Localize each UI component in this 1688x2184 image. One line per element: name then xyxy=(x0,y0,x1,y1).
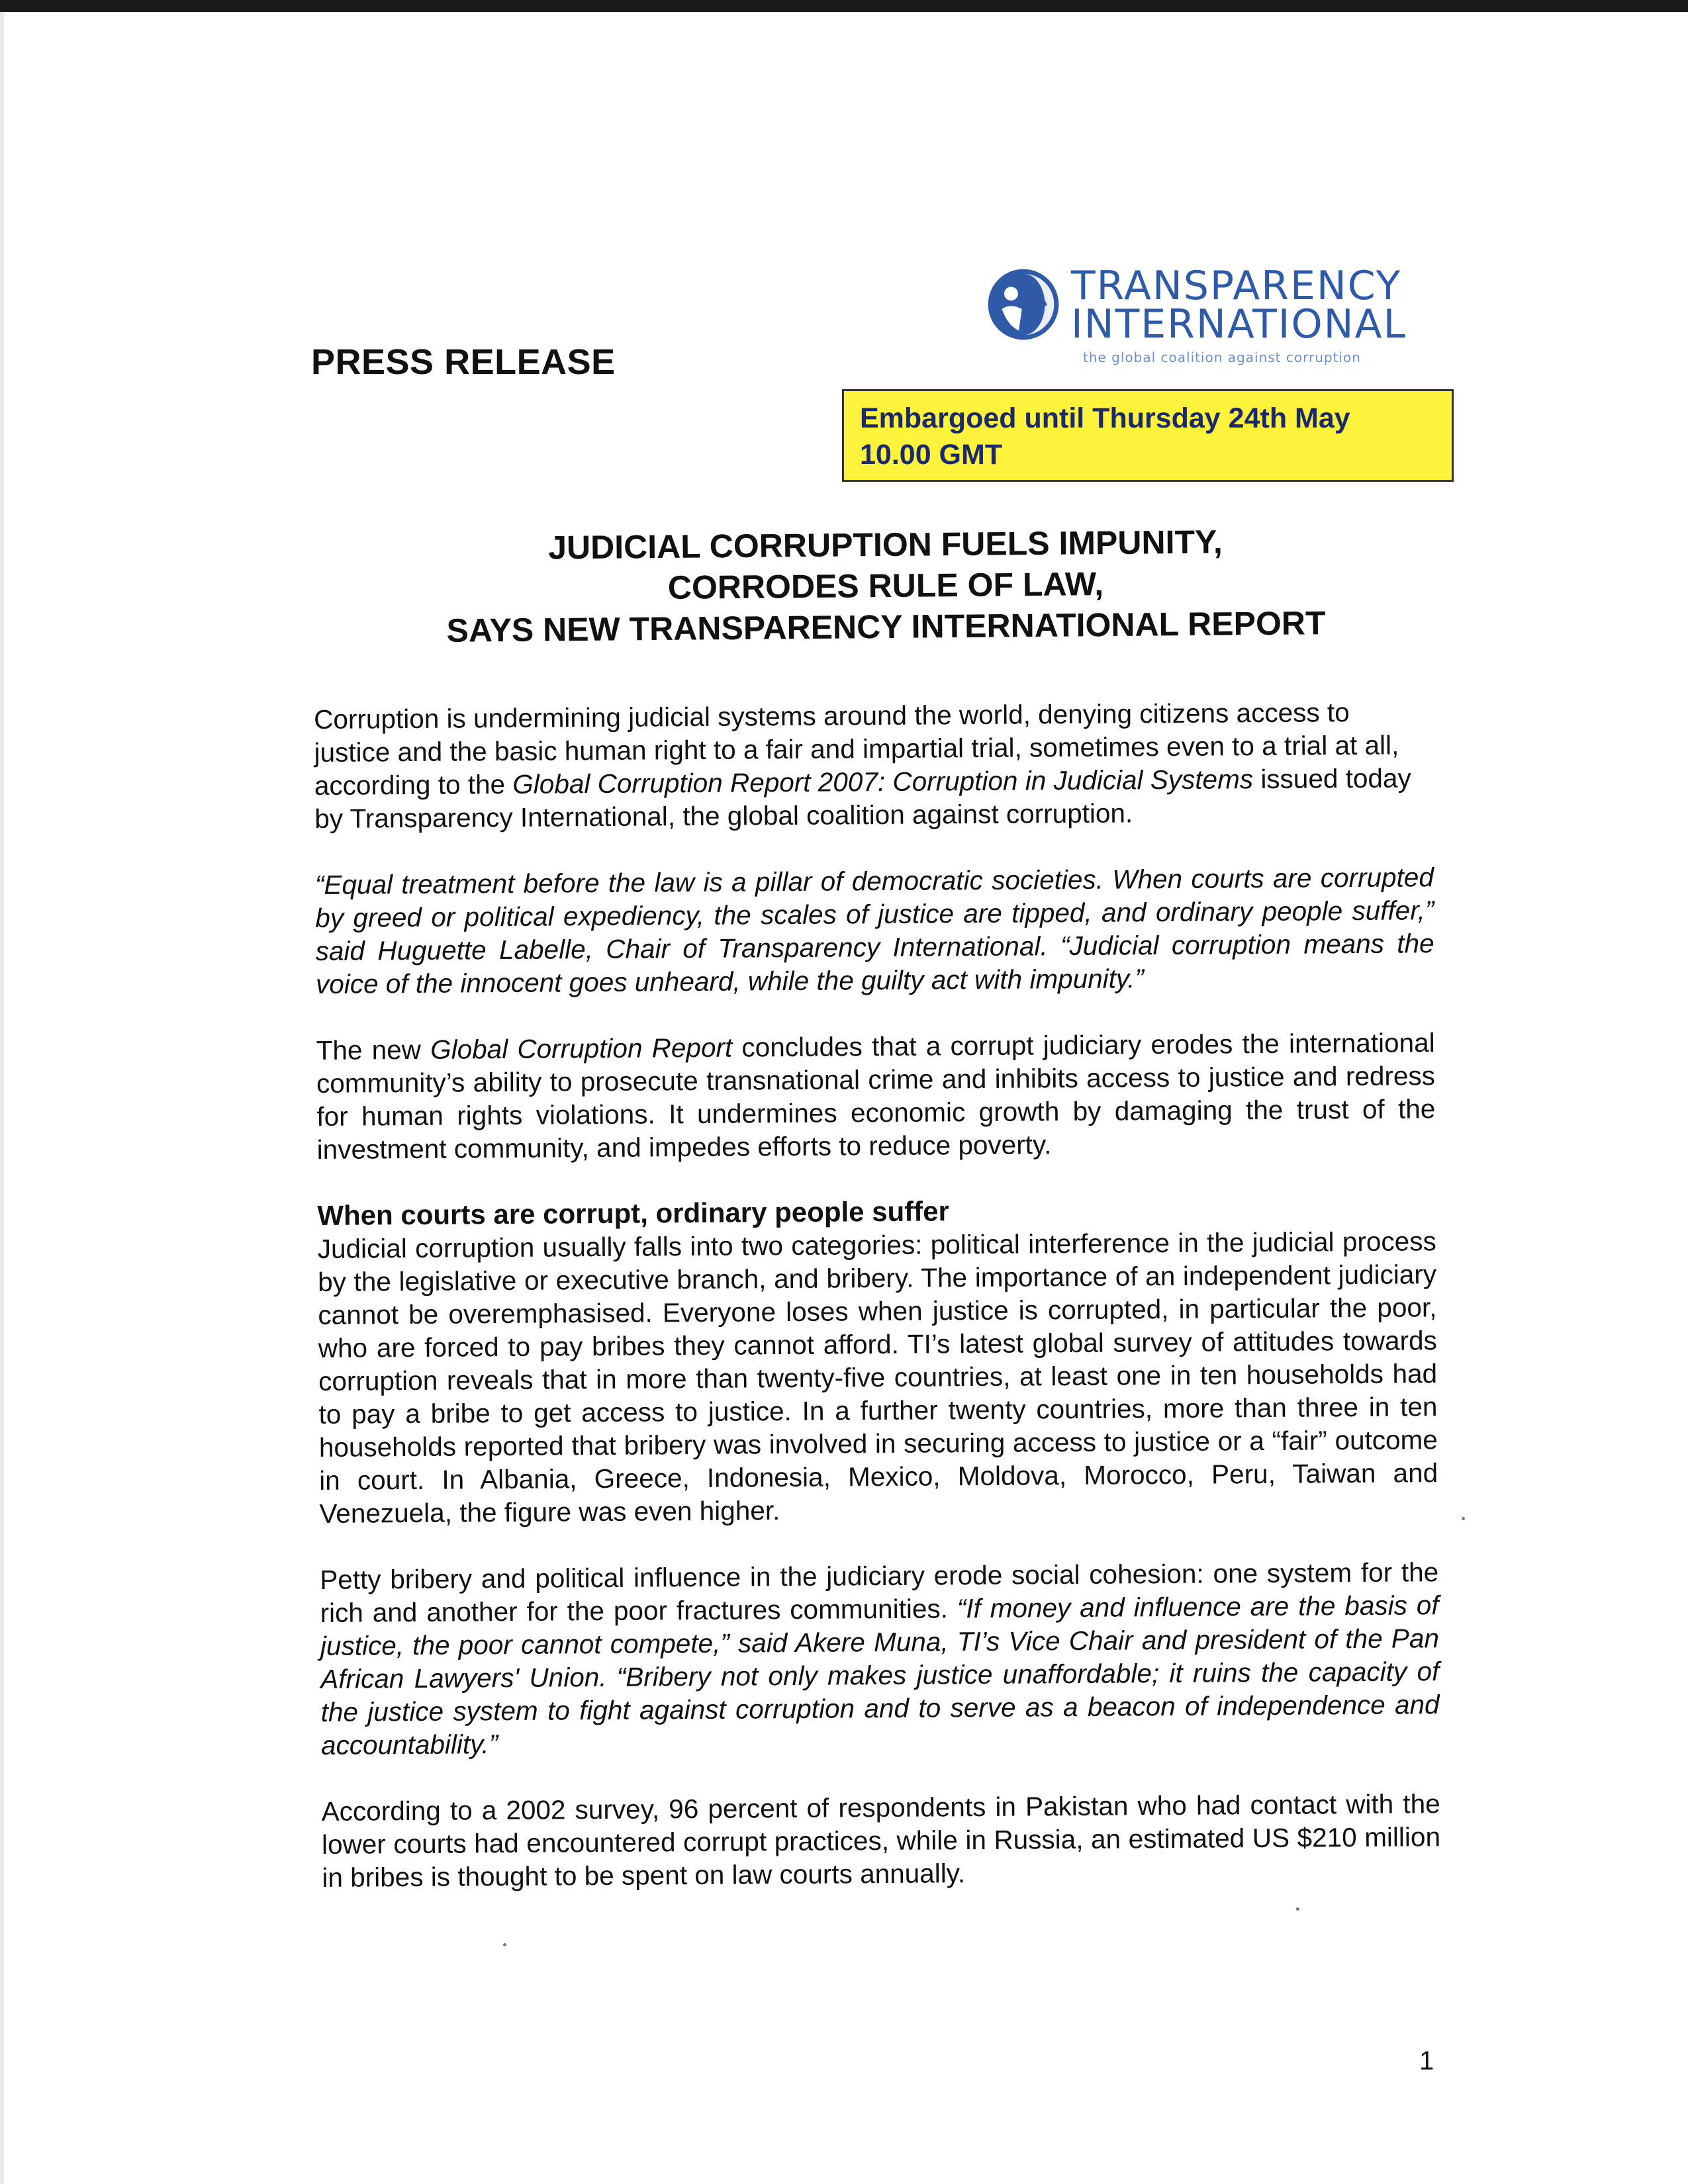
paragraph-intro xyxy=(314,695,1433,835)
paragraph-report-text-a: The new xyxy=(316,1034,431,1066)
logo-line-2: INTERNATIONAL xyxy=(1071,301,1407,347)
transparency-international-globe-icon xyxy=(985,266,1062,343)
headline-line-2: CORRODES RULE OF LAW, xyxy=(667,565,1104,606)
headline xyxy=(256,519,1515,653)
scan-edge-left xyxy=(0,12,4,2184)
paragraph-petty-bribery xyxy=(320,1555,1440,1762)
logo-line-1: TRANSPARENCY xyxy=(1071,263,1402,309)
paragraph-petty-bribery-text: Petty bribery and political influence in the judiciary erode social cohesion: one system for the rich and another for the poor fractures communities. xyxy=(320,1557,1439,1628)
quote-labelle: “Equal treatment before the law is a pillar of democratic societies. When courts are corrupted by greed or political expediency, the scales of justice are tipped, and ordinary people suffer,” said Huguette Labelle, Chair of Transparency International. “Judicial corruption means the voice of the innocent goes unheard, while the guilty act with impunity.” xyxy=(314,862,1434,999)
transparency-international-logo xyxy=(985,261,1422,367)
scan-speck xyxy=(503,1943,506,1946)
document-page xyxy=(5,15,1680,2179)
embargo-line-2: 10.00 GMT xyxy=(860,439,1003,471)
section-subheading: When courts are corrupt, ordinary people suffer xyxy=(317,1195,950,1231)
report-title-short: Global Corruption Report xyxy=(430,1032,733,1065)
quote-muna: “If money and influence are the basis of justice, the poor cannot compete,” said Akere Muna, TI’s Vice Chair and president of the Pan African Lawyers' Union. “Bribery not only makes justice unaffordable; it ruins the capacity of the justice system to fight against corruption and to serve as a beacon of independence and accountability.” xyxy=(320,1590,1440,1760)
paragraph-survey: According to a 2002 survey, 96 percent of respondents in Pakistan who had contact with the lower courts had encountered corrupt practices, while in Russia, an estimated US $210 million in bribes is thought to be spent on law courts annually. xyxy=(321,1788,1441,1893)
paragraph-report-conclusions xyxy=(316,1026,1435,1166)
press-release-label: PRESS RELEASE xyxy=(311,342,616,382)
paragraph-report-text-b: concludes that a corrupt judiciary erodes the international community’s ability to prosecute transnational crime and inhibits access to justice and redress for human rights violations. It undermines economic growth by damaging the trust of the investment community, and impedes efforts to reduce poverty. xyxy=(316,1027,1436,1165)
scan-edge-top xyxy=(0,0,1688,12)
logo-tagline: the global coalition against corruption xyxy=(1083,349,1361,365)
headline-line-3: SAYS NEW TRANSPARENCY INTERNATIONAL REPORT xyxy=(446,604,1326,649)
embargo-notice xyxy=(842,389,1454,482)
paragraph-intro-text-b: issued today by Transparency International, the global coalition against corruption. xyxy=(314,762,1411,834)
headline-line-1: JUDICIAL CORRUPTION FUELS IMPUNITY, xyxy=(547,523,1223,567)
embargo-line-1: Embargoed until Thursday 24th May xyxy=(860,402,1350,434)
paragraph-judicial-corruption: Judicial corruption usually falls into two categories: political interference in the judicial process by the legislative or executive branch, and bribery. The importance of an independent judiciary cannot be overemphasised. Everyone loses when justice is corrupted, in particular the poor, who are forced to pay bribes they cannot afford. TI’s latest global survey of attitudes towards corruption reveals that in more than twenty-five countries, at least one in ten households had to pay a bribe to get access to justice. In a further twenty countries, more than three in ten households reported that bribery was involved in securing access to justice or a “fair” outcome in court. In Albania, Greece, Indonesia, Mexico, Moldova, Morocco, Peru, Taiwan and Venezuela, the figure was even higher. xyxy=(317,1226,1438,1529)
scan-speck xyxy=(1462,1517,1465,1520)
paragraph-intro-text-a: Corruption is undermining judicial systems around the world, denying citizens access to justice and the basic human right to a fair and impartial trial, sometimes even to a trial at all, according to the xyxy=(314,697,1399,801)
report-title: Global Corruption Report 2007: Corruption in Judicial Systems xyxy=(512,764,1254,799)
page-number: 1 xyxy=(1419,2046,1434,2075)
scan-speck xyxy=(1296,1907,1299,1911)
body-text xyxy=(314,695,1441,1927)
